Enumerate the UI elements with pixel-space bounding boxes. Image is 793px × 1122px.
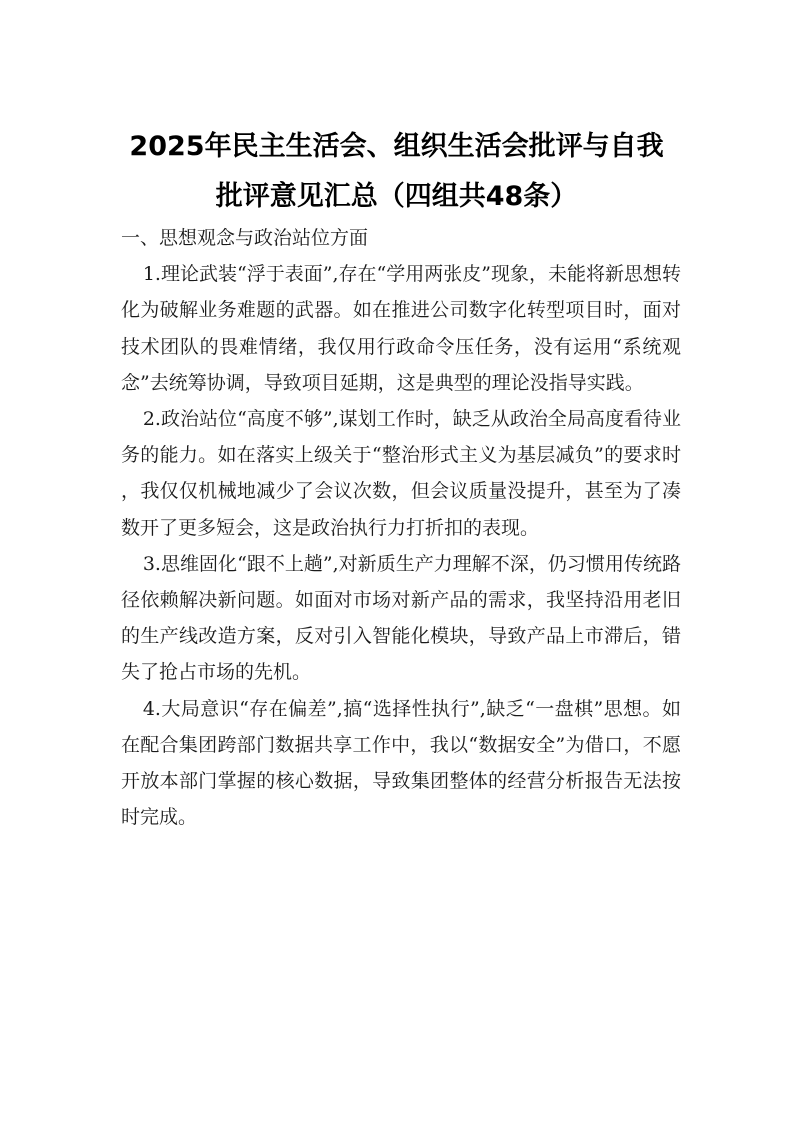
paragraph-3: 3.思维固化“跟不上趟”,对新质生产力理解不深，仍习惯用传统路径依赖解决新问题。如面对市场对新产品的需求，我坚持沿用老旧的生产线改造方案，反对引入智能化模块，导致产品上市滞后，错失了抢占市场的先机。 [121,552,681,684]
paragraph-1: 1.理论武装“浮于表面”,存在“学用两张皮”现象，未能将新思想转化为破解业务难题的武器。如在推进公司数字化转型项目时，面对技术团队的畏难情绪，我仅用行政命令压任务，没有运用“系统观念”去统筹协调，导致项目延期，这是典型的理论没指导实践。 [121,263,681,394]
document-title [0,122,793,222]
title-line-2: 批评意见汇总（四组共48条） [215,181,578,212]
document-body [121,220,681,835]
paragraph-2: 2.政治站位“高度不够”,谋划工作时，缺乏从政治全局高度看待业务的能力。如在落实上级关于“整治形式主义为基层减负”的要求时，我仅仅机械地减少了会议次数，但会议质量没提升，甚至为了凑数开了更多短会，这是政治执行力打折扣的表现。 [121,408,681,539]
title-line-1: 2025年民主生活会、组织生活会批评与自我 [129,131,664,162]
paragraph-4: 4.大局意识“存在偏差”,搞“选择性执行”,缺乏“一盘棋”思想。如在配合集团跨部门数据共享工作中，我以“数据安全”为借口，不愿开放本部门掌握的核心数据，导致集团整体的经营分析报告无法按时完成。 [121,697,681,829]
section-heading: 一、思想观念与政治站位方面 [121,227,369,249]
